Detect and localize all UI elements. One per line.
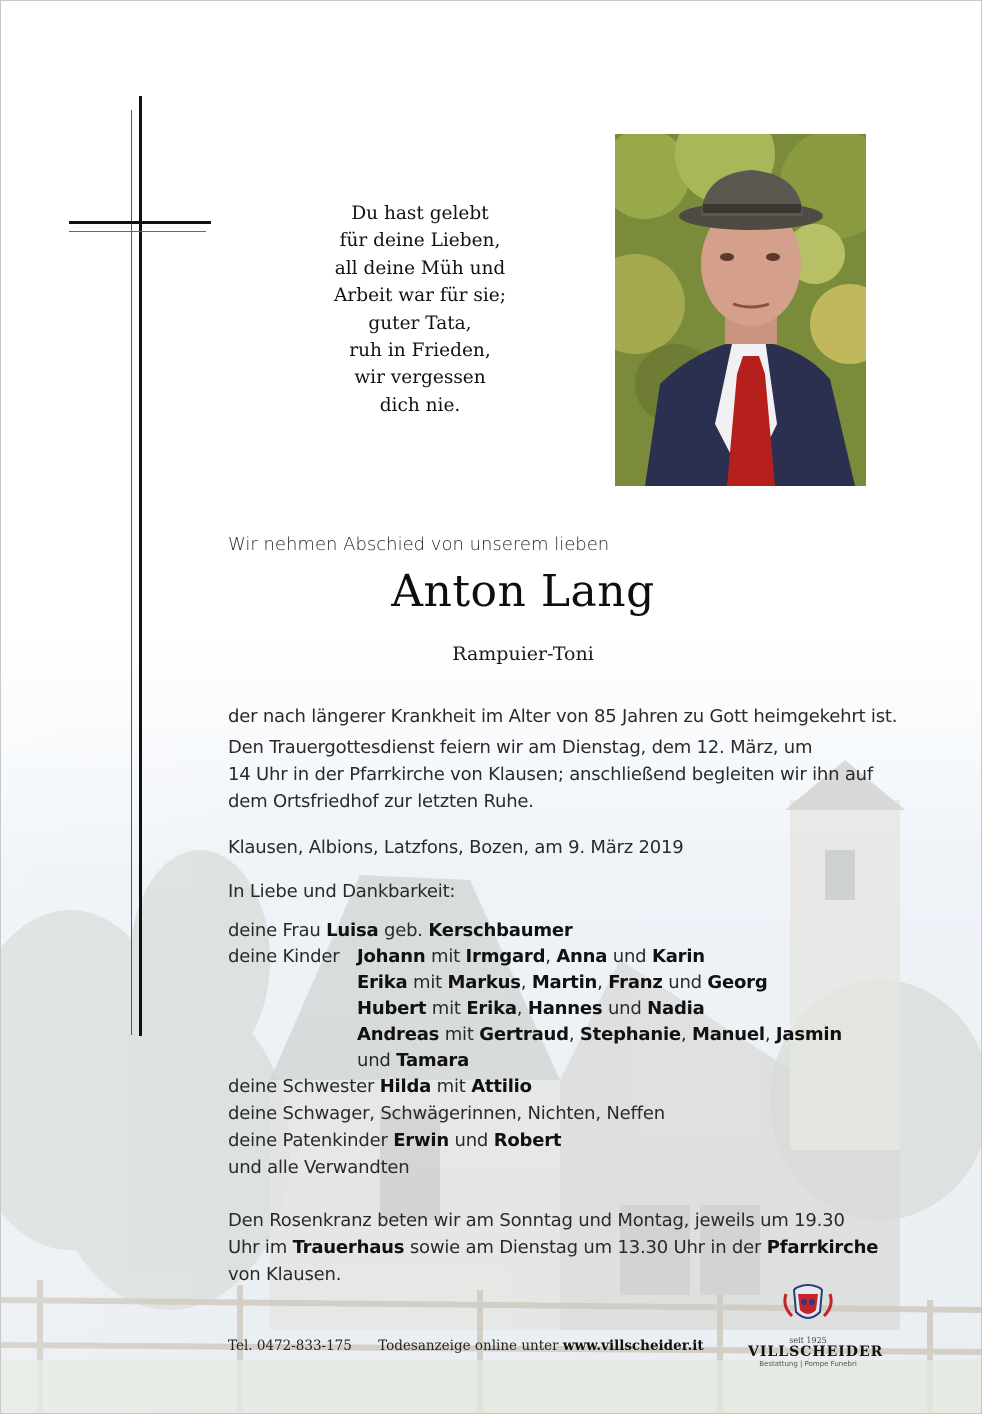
cross-horizontal-line bbox=[69, 231, 206, 232]
rosary-line bbox=[228, 1237, 878, 1258]
memorial-poem bbox=[300, 200, 540, 419]
rosary-line: Den Rosenkranz beten wir am Sonntag und Montag, jeweils um 19.30 bbox=[228, 1210, 845, 1231]
logo-subtitle: Bestattung | Pompe Funebri bbox=[759, 1360, 857, 1368]
mourner-name: Hilda bbox=[379, 1076, 432, 1097]
footer bbox=[228, 1338, 704, 1354]
mourner-wife bbox=[228, 920, 573, 941]
mourner-connector: und bbox=[454, 1130, 489, 1151]
mourner-name: Jasmin bbox=[775, 1024, 843, 1045]
poem-line: guter Tata, bbox=[368, 312, 472, 334]
portrait-photo bbox=[615, 134, 866, 486]
mourner-connector: mit bbox=[431, 946, 460, 967]
poem-line: ruh in Frieden, bbox=[349, 340, 491, 362]
body-line: 14 Uhr in der Pfarrkirche von Klausen; anschließend begleiten wir ihn auf bbox=[228, 764, 873, 785]
mourner-name: Hubert bbox=[357, 998, 427, 1019]
mourner-name: Erika bbox=[357, 972, 408, 993]
mourner-prefix: deine Schwester bbox=[228, 1076, 375, 1097]
mourner-connector: und bbox=[607, 998, 642, 1019]
body-line: Den Trauergottesdienst feiern wir am Dienstag, dem 12. März, um bbox=[228, 737, 813, 758]
poem-line: all deine Müh und bbox=[334, 257, 506, 279]
poem-line: dich nie. bbox=[379, 394, 461, 416]
logo-since: seit 1925 bbox=[789, 1336, 827, 1345]
logo-brand: VILLSCHEIDER bbox=[748, 1344, 884, 1360]
mourner-godchildren bbox=[228, 1130, 561, 1151]
mourner-children-prefix: deine Kinder bbox=[228, 946, 340, 967]
rosary-location: Pfarrkirche bbox=[766, 1237, 879, 1258]
rosary-location: Trauerhaus bbox=[292, 1237, 405, 1258]
mourner-child-johann: Johann mit Irmgard, Anna und Karin bbox=[357, 946, 705, 967]
footer-url[interactable]: www.villscheider.it bbox=[562, 1338, 704, 1354]
mourner-name: Andreas bbox=[357, 1024, 440, 1045]
deceased-nickname: Rampuier-Toni bbox=[452, 643, 594, 665]
mourner-name: Luisa bbox=[326, 920, 379, 941]
mourner-connector: und bbox=[357, 1050, 391, 1071]
mourner-inlaws: deine Schwager, Schwägerinnen, Nichten, Neffen bbox=[228, 1103, 665, 1124]
mourner-connector: mit bbox=[436, 1076, 466, 1097]
mourner-connector: und bbox=[668, 972, 702, 993]
portrait-illustration bbox=[615, 134, 866, 486]
mourner-name: Stephanie bbox=[579, 1024, 681, 1045]
mourners-intro: In Liebe und Dankbarkeit: bbox=[228, 881, 456, 902]
mourner-name: Gertraud bbox=[479, 1024, 569, 1045]
mourner-name: Robert bbox=[493, 1130, 562, 1151]
mourner-name: Martin bbox=[531, 972, 598, 993]
mourner-connector: geb. bbox=[383, 920, 423, 941]
footer-online-text: Todesanzeige online unter bbox=[378, 1338, 559, 1354]
rosary-text: Uhr im bbox=[228, 1237, 288, 1258]
mourner-connector: mit bbox=[444, 1024, 474, 1045]
mourner-child-hubert: Hubert mit Erika, Hannes und Nadia bbox=[357, 998, 705, 1019]
mourner-name: Anna bbox=[556, 946, 608, 967]
body-line: der nach längerer Krankheit im Alter von 85 Jahren zu Gott heimgekehrt ist. bbox=[228, 706, 898, 727]
mourner-child-erika: Erika mit Markus, Martin, Franz und Georg bbox=[357, 972, 768, 993]
cross-horizontal-bar bbox=[69, 221, 211, 224]
mourner-name: Franz bbox=[608, 972, 663, 993]
mourner-name: Hannes bbox=[527, 998, 603, 1019]
mourner-name: Kerschbaumer bbox=[428, 920, 573, 941]
mourner-name: Irmgard bbox=[465, 946, 546, 967]
mourner-name: Erika bbox=[466, 998, 517, 1019]
place-date: Klausen, Albions, Latzfons, Bozen, am 9. März 2019 bbox=[228, 837, 684, 858]
rosary-text: sowie am Dienstag um 13.30 Uhr in der bbox=[409, 1237, 762, 1258]
mourner-connector: mit bbox=[431, 998, 461, 1019]
mourner-child-andreas-cont bbox=[357, 1050, 469, 1071]
poem-line: Arbeit war für sie; bbox=[334, 285, 506, 307]
mourner-prefix: deine Patenkinder bbox=[228, 1130, 388, 1151]
poem-line: Du hast gelebt bbox=[351, 203, 489, 224]
mourner-connector: und bbox=[612, 946, 647, 967]
poem-line: für deine Lieben, bbox=[339, 230, 501, 252]
footer-phone: Tel. 0472-833-175 bbox=[228, 1338, 352, 1354]
mourner-child-andreas: Andreas mit Gertraud, Stephanie, Manuel, Jasmin bbox=[357, 1024, 843, 1045]
mourner-sister bbox=[228, 1076, 532, 1097]
mourner-name: Georg bbox=[707, 972, 768, 993]
intro-text: Wir nehmen Abschied von unserem lieben bbox=[228, 534, 610, 555]
mourner-name: Markus bbox=[447, 972, 521, 993]
mourner-relatives: und alle Verwandten bbox=[228, 1157, 410, 1178]
cross-vertical-line bbox=[131, 110, 132, 1035]
mourner-prefix: deine Frau bbox=[228, 920, 321, 941]
rosary-line: von Klausen. bbox=[228, 1264, 342, 1285]
mourner-name: Attilio bbox=[471, 1076, 532, 1097]
mourner-name: Nadia bbox=[647, 998, 705, 1019]
deceased-name: Anton Lang bbox=[391, 566, 655, 617]
poem-line: wir vergessen bbox=[354, 367, 486, 389]
coat-of-arms-icon bbox=[782, 1282, 834, 1330]
mourner-name: Tamara bbox=[396, 1050, 470, 1071]
mourner-name: Erwin bbox=[393, 1130, 449, 1151]
funeral-home-logo bbox=[748, 1282, 884, 1392]
mourner-name: Karin bbox=[651, 946, 705, 967]
mourner-name: Johann bbox=[357, 946, 426, 967]
cross-vertical-bar bbox=[139, 96, 142, 1036]
mourner-name: Manuel bbox=[691, 1024, 765, 1045]
mourner-connector: mit bbox=[413, 972, 442, 993]
body-line: dem Ortsfriedhof zur letzten Ruhe. bbox=[228, 791, 534, 812]
